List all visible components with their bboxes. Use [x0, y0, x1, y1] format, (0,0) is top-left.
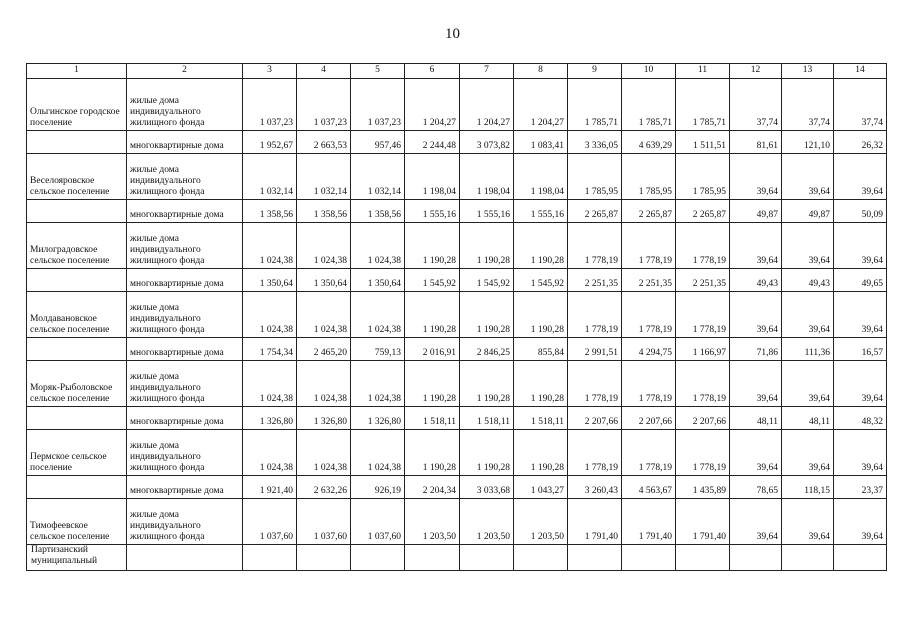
value-cell: 1 350,64 [297, 269, 351, 292]
value-cell: 1 190,28 [514, 430, 568, 476]
housing-type: жилые дома индивидуального жилищного фонда [127, 223, 243, 269]
value-cell: 39,64 [782, 499, 834, 545]
value-cell [730, 545, 782, 571]
value-cell: 39,64 [730, 430, 782, 476]
settlement-name: Милоградовское сельское поселение [27, 223, 127, 269]
table-row [27, 223, 887, 269]
settlement-name: Пермское сельское поселение [27, 430, 127, 476]
value-cell: 49,43 [730, 269, 782, 292]
value-cell: 1 778,19 [568, 361, 622, 407]
value-cell [127, 545, 243, 571]
table-row [27, 200, 887, 223]
value-cell: 49,43 [782, 269, 834, 292]
table-row [27, 79, 887, 131]
value-cell: 1 791,40 [676, 499, 730, 545]
settlement-cell [27, 200, 127, 223]
table-row [27, 269, 887, 292]
value-cell: 39,64 [782, 361, 834, 407]
value-cell: 39,64 [834, 430, 887, 476]
value-cell: 1 037,23 [243, 79, 297, 131]
settlement-name: Молдавановское сельское поселение [27, 292, 127, 338]
value-cell: 48,11 [730, 407, 782, 430]
value-cell: 2 207,66 [568, 407, 622, 430]
value-cell: 37,74 [782, 79, 834, 131]
value-cell: 48,32 [834, 407, 887, 430]
value-cell: 2 244,48 [405, 131, 460, 154]
value-cell: 1 358,56 [243, 200, 297, 223]
settlement-name: Веселояровское сельское поселение [27, 154, 127, 200]
settlement-cell [27, 476, 127, 499]
value-cell: 1 778,19 [676, 223, 730, 269]
value-cell: 4 294,75 [622, 338, 676, 361]
value-cell: 855,84 [514, 338, 568, 361]
column-header: 11 [676, 64, 730, 79]
column-header: 8 [514, 64, 568, 79]
value-cell: 2 632,26 [297, 476, 351, 499]
value-cell: 1 358,56 [297, 200, 351, 223]
column-header: 9 [568, 64, 622, 79]
value-cell: 1 190,28 [460, 430, 514, 476]
value-cell: 37,74 [730, 79, 782, 131]
column-header: 1 [27, 64, 127, 79]
value-cell: 2 846,25 [460, 338, 514, 361]
value-cell [297, 545, 351, 571]
value-cell: 1 203,50 [514, 499, 568, 545]
value-cell: 39,64 [730, 361, 782, 407]
value-cell: 1 190,28 [514, 292, 568, 338]
value-cell: 1 203,50 [405, 499, 460, 545]
value-cell: 1 204,27 [405, 79, 460, 131]
value-cell: 1 024,38 [351, 361, 405, 407]
column-header: 14 [834, 64, 887, 79]
column-header: 3 [243, 64, 297, 79]
value-cell: 4 563,67 [622, 476, 676, 499]
value-cell: 2 251,35 [676, 269, 730, 292]
column-header: 13 [782, 64, 834, 79]
value-cell: 3 336,05 [568, 131, 622, 154]
value-cell [568, 545, 622, 571]
column-header: 10 [622, 64, 676, 79]
column-header: 5 [351, 64, 405, 79]
value-cell [514, 545, 568, 571]
value-cell: 1 785,71 [622, 79, 676, 131]
value-cell: 1 024,38 [243, 223, 297, 269]
value-cell: 1 032,14 [351, 154, 405, 200]
settlement-name: Ольгинское городское поселение [27, 79, 127, 131]
value-cell: 2 265,87 [622, 200, 676, 223]
value-cell: 926,19 [351, 476, 405, 499]
value-cell: 1 166,97 [676, 338, 730, 361]
value-cell: 1 545,92 [405, 269, 460, 292]
value-cell: 39,64 [834, 154, 887, 200]
value-cell [782, 545, 834, 571]
value-cell: 1 326,80 [297, 407, 351, 430]
value-cell: 1 785,95 [568, 154, 622, 200]
value-cell: 1 778,19 [568, 292, 622, 338]
value-cell: 2 207,66 [676, 407, 730, 430]
value-cell [622, 545, 676, 571]
housing-type: жилые дома индивидуального жилищного фонда [127, 499, 243, 545]
value-cell: 39,64 [730, 292, 782, 338]
settlement-cell [27, 338, 127, 361]
value-cell: 49,87 [730, 200, 782, 223]
value-cell [405, 545, 460, 571]
value-cell: 1 921,40 [243, 476, 297, 499]
value-cell: 3 260,43 [568, 476, 622, 499]
settlement-cell [27, 407, 127, 430]
value-cell: 1 350,64 [351, 269, 405, 292]
value-cell: 1 778,19 [676, 292, 730, 338]
housing-type: жилые дома индивидуального жилищного фонда [127, 79, 243, 131]
value-cell: 1 555,16 [514, 200, 568, 223]
tariff-table [26, 63, 887, 571]
column-header: 4 [297, 64, 351, 79]
value-cell: 50,09 [834, 200, 887, 223]
value-cell [351, 545, 405, 571]
value-cell: 1 555,16 [460, 200, 514, 223]
value-cell: 1 024,38 [351, 292, 405, 338]
value-cell: 1 785,95 [622, 154, 676, 200]
value-cell: 1 518,11 [460, 407, 514, 430]
value-cell: 2 204,34 [405, 476, 460, 499]
value-cell: 1 037,23 [297, 79, 351, 131]
value-cell: 1 198,04 [460, 154, 514, 200]
value-cell: 1 778,19 [676, 361, 730, 407]
value-cell: 39,64 [834, 361, 887, 407]
value-cell: 2 991,51 [568, 338, 622, 361]
value-cell: 2 465,20 [297, 338, 351, 361]
value-cell [834, 545, 887, 571]
settlement-cell [27, 131, 127, 154]
value-cell: 37,74 [834, 79, 887, 131]
settlement-cell [27, 269, 127, 292]
value-cell: 1 778,19 [568, 430, 622, 476]
value-cell: 1 190,28 [405, 430, 460, 476]
value-cell: 39,64 [730, 154, 782, 200]
value-cell: 1 190,28 [405, 361, 460, 407]
value-cell: 1 198,04 [405, 154, 460, 200]
value-cell: 1 190,28 [514, 361, 568, 407]
value-cell: 1 778,19 [622, 361, 676, 407]
table-row [27, 430, 887, 476]
value-cell: 81,61 [730, 131, 782, 154]
value-cell: 121,10 [782, 131, 834, 154]
value-cell: 1 037,60 [243, 499, 297, 545]
housing-type: многоквартирные дома [127, 407, 243, 430]
value-cell [676, 545, 730, 571]
value-cell: 2 265,87 [676, 200, 730, 223]
value-cell: 1 326,80 [243, 407, 297, 430]
value-cell: 1 037,60 [297, 499, 351, 545]
value-cell: 1 791,40 [622, 499, 676, 545]
value-cell: 1 791,40 [568, 499, 622, 545]
value-cell: 1 435,89 [676, 476, 730, 499]
value-cell: 118,15 [782, 476, 834, 499]
value-cell: 1 358,56 [351, 200, 405, 223]
housing-type: многоквартирные дома [127, 476, 243, 499]
table-row [27, 361, 887, 407]
value-cell: 1 778,19 [568, 223, 622, 269]
table-row [27, 499, 887, 545]
value-cell: 2 251,35 [622, 269, 676, 292]
value-cell: 1 203,50 [460, 499, 514, 545]
table-body [27, 79, 887, 571]
value-cell: 1 204,27 [460, 79, 514, 131]
value-cell: 1 043,27 [514, 476, 568, 499]
value-cell: 1 518,11 [405, 407, 460, 430]
housing-type: жилые дома индивидуального жилищного фонда [127, 361, 243, 407]
value-cell: 1 024,38 [243, 292, 297, 338]
value-cell: 1 024,38 [297, 430, 351, 476]
value-cell: 1 190,28 [460, 223, 514, 269]
column-header: 7 [460, 64, 514, 79]
value-cell: 1 545,92 [460, 269, 514, 292]
table-row [27, 476, 887, 499]
value-cell: 3 073,82 [460, 131, 514, 154]
housing-type: многоквартирные дома [127, 269, 243, 292]
value-cell: 1 190,28 [460, 292, 514, 338]
settlement-name: Тимофеевское сельское поселение [27, 499, 127, 545]
value-cell: 1 024,38 [297, 223, 351, 269]
value-cell: 1 785,71 [568, 79, 622, 131]
housing-type: многоквартирные дома [127, 338, 243, 361]
value-cell [460, 545, 514, 571]
value-cell: 71,86 [730, 338, 782, 361]
value-cell: 39,64 [834, 292, 887, 338]
settlement-name: Партизанский муниципальный [27, 545, 127, 571]
column-header: 2 [127, 64, 243, 79]
settlement-name: Моряк-Рыболовское сельское поселение [27, 361, 127, 407]
value-cell: 1 037,23 [351, 79, 405, 131]
value-cell: 49,65 [834, 269, 887, 292]
value-cell: 1 198,04 [514, 154, 568, 200]
value-cell [243, 545, 297, 571]
column-header: 12 [730, 64, 782, 79]
value-cell: 1 754,34 [243, 338, 297, 361]
value-cell: 39,64 [730, 223, 782, 269]
housing-type: многоквартирные дома [127, 131, 243, 154]
value-cell: 1 785,95 [676, 154, 730, 200]
value-cell: 1 024,38 [351, 430, 405, 476]
table-row [27, 338, 887, 361]
value-cell: 1 024,38 [297, 292, 351, 338]
value-cell: 1 778,19 [622, 223, 676, 269]
housing-type: многоквартирные дома [127, 200, 243, 223]
value-cell: 1 785,71 [676, 79, 730, 131]
value-cell: 1 350,64 [243, 269, 297, 292]
value-cell: 759,13 [351, 338, 405, 361]
table-row [27, 407, 887, 430]
page-number: 10 [445, 26, 460, 42]
value-cell: 1 545,92 [514, 269, 568, 292]
value-cell: 39,64 [782, 292, 834, 338]
table-row [27, 292, 887, 338]
value-cell: 1 024,38 [297, 361, 351, 407]
table-header [27, 64, 887, 79]
value-cell: 39,64 [782, 430, 834, 476]
table-row [27, 545, 887, 571]
value-cell: 1 778,19 [676, 430, 730, 476]
value-cell: 1 083,41 [514, 131, 568, 154]
value-cell: 957,46 [351, 131, 405, 154]
value-cell: 16,57 [834, 338, 887, 361]
value-cell: 1 778,19 [622, 292, 676, 338]
value-cell: 2 663,53 [297, 131, 351, 154]
value-cell: 39,64 [834, 223, 887, 269]
housing-type: жилые дома индивидуального жилищного фонда [127, 292, 243, 338]
value-cell: 2 207,66 [622, 407, 676, 430]
value-cell: 2 016,91 [405, 338, 460, 361]
table-row [27, 154, 887, 200]
table-row [27, 131, 887, 154]
value-cell: 1 032,14 [243, 154, 297, 200]
value-cell: 39,64 [730, 499, 782, 545]
value-cell: 23,37 [834, 476, 887, 499]
value-cell: 1 511,51 [676, 131, 730, 154]
value-cell: 1 190,28 [405, 223, 460, 269]
value-cell: 1 024,38 [243, 361, 297, 407]
value-cell: 3 033,68 [460, 476, 514, 499]
housing-type: жилые дома индивидуального жилищного фонда [127, 154, 243, 200]
value-cell: 1 190,28 [405, 292, 460, 338]
value-cell: 1 518,11 [514, 407, 568, 430]
value-cell: 1 190,28 [514, 223, 568, 269]
value-cell: 1 326,80 [351, 407, 405, 430]
value-cell: 1 190,28 [460, 361, 514, 407]
value-cell: 1 204,27 [514, 79, 568, 131]
value-cell: 1 778,19 [622, 430, 676, 476]
value-cell: 39,64 [834, 499, 887, 545]
value-cell: 111,36 [782, 338, 834, 361]
value-cell: 48,11 [782, 407, 834, 430]
value-cell: 78,65 [730, 476, 782, 499]
value-cell: 49,87 [782, 200, 834, 223]
value-cell: 1 952,67 [243, 131, 297, 154]
value-cell: 1 032,14 [297, 154, 351, 200]
value-cell: 39,64 [782, 154, 834, 200]
header-row [27, 64, 887, 79]
housing-type: жилые дома индивидуального жилищного фонда [127, 430, 243, 476]
value-cell: 1 037,60 [351, 499, 405, 545]
value-cell: 4 639,29 [622, 131, 676, 154]
value-cell: 2 251,35 [568, 269, 622, 292]
column-header: 6 [405, 64, 460, 79]
value-cell: 39,64 [782, 223, 834, 269]
value-cell: 1 024,38 [351, 223, 405, 269]
value-cell: 2 265,87 [568, 200, 622, 223]
value-cell: 26,32 [834, 131, 887, 154]
value-cell: 1 555,16 [405, 200, 460, 223]
value-cell: 1 024,38 [243, 430, 297, 476]
